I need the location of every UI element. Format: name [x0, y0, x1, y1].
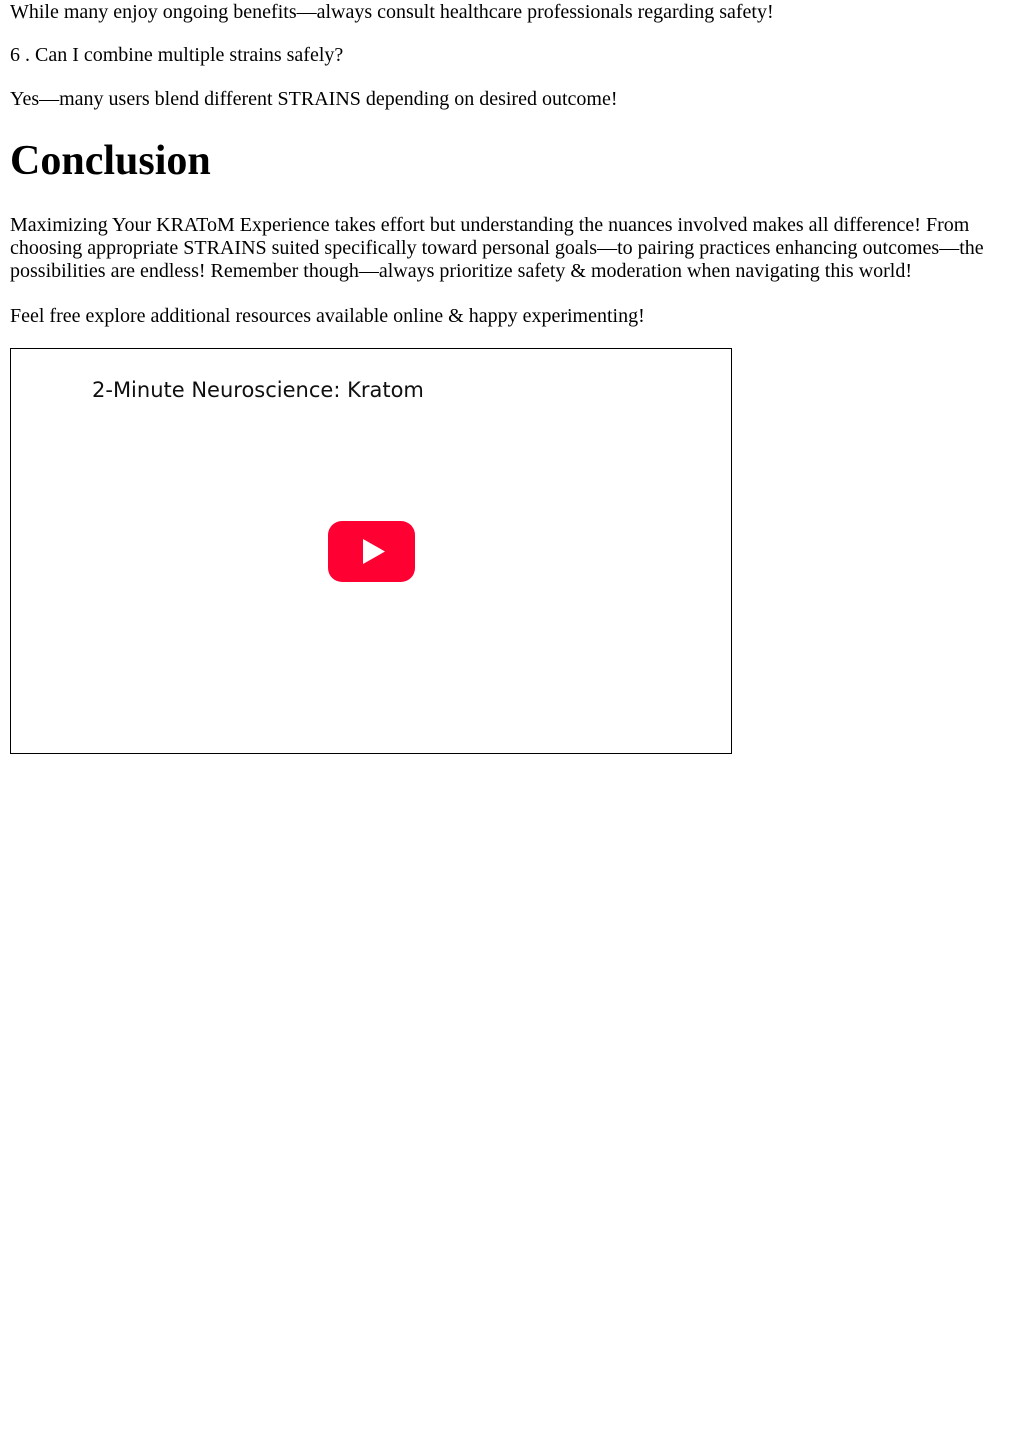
faq-answer-5: While many enjoy ongoing benefits—always consult healthcare professionals regarding safety! [10, 1, 774, 23]
video-embed[interactable] [10, 348, 732, 754]
faq-answer-6: Yes—many users blend different STRAINS depending on desired outcome! [10, 88, 618, 110]
conclusion-heading: Conclusion [10, 138, 211, 184]
conclusion-paragraph: Maximizing Your KRAToM Experience takes effort but understanding the nuances involved makes all difference! From choosing appropriate STRAINS suited specifically toward personal goals—to pairing practices enhancing outcomes—the possibilities are endless! Remember though—always prioritize safety & moderation when navigating this world! [10, 214, 984, 282]
video-title[interactable]: 2-Minute Neuroscience: Kratom [92, 378, 424, 402]
youtube-play-icon [328, 521, 415, 582]
faq-question-6: 6 . Can I combine multiple strains safely? [10, 44, 344, 66]
conclusion-closing-paragraph: Feel free explore additional resources available online & happy experimenting! [10, 305, 645, 327]
play-button[interactable] [328, 521, 415, 582]
